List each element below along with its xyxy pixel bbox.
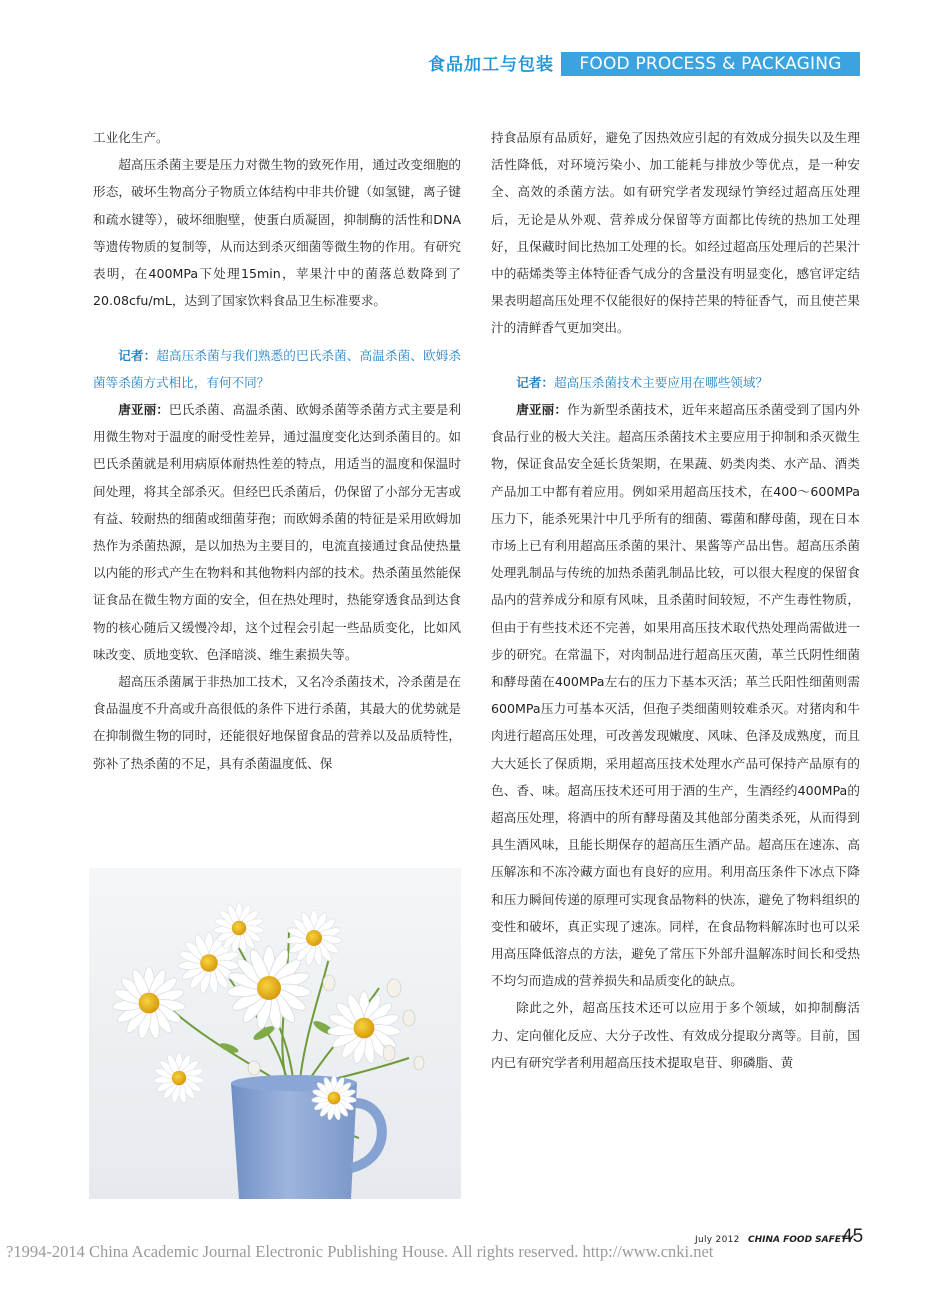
paragraph: 持食品原有品质好，避免了因热效应引起的有效成分损失以及生理活性降低，对环境污染小、加工能耗与排放少等优点，是一种安全、高效的杀菌方法。如有研究学者发现绿竹笋经过超高压处理后，无论是从外观、营养成分保留等方面都比传统的热加工处理好，且保藏时间比热加工处理的长。如经过超高压处理后的芒果汁中的萜烯类等主体特征香气成分的含量没有明显变化，感官评定结果表明超高压处理不仅能很好的保持芒果的特征香气，而且使芒果汁的清鲜香气更加突出。 <box>491 130 860 336</box>
paragraph: 超高压杀菌主要是压力对微生物的致死作用，通过改变细胞的形态，破坏生物高分子物质立体结构中非共价键（如氢键，离子键和疏水键等），破坏细胞壁，使蛋白质凝固，抑制酶的活性和DNA等遗传物质的复制等，从而达到杀灭细菌等微生物的作用。有研究表明，在400MPa下处理15min，苹果汁中的菌落总数降到了20.08cfu/mL，达到了国家饮料食品卫生标准要求。 <box>93 157 461 309</box>
paragraph: 超高压杀菌属于非热加工技术，又名冷杀菌技术，冷杀菌是在食品温度不升高或升高很低的条件下进行杀菌，其最大的优势就是在抑制微生物的同时，还能很好地保留食品的营养以及品质特性，弥补了热杀菌的不足，具有杀菌温度低、保 <box>93 674 461 771</box>
spacer <box>93 314 461 341</box>
interviewee-label: 唐亚丽： <box>516 402 568 418</box>
copyright-watermark: ?1994-2014 China Academic Journal Electronic Publishing House. All rights reserved. http://www.cnki.net <box>6 1242 714 1261</box>
reporter-label: 记者： <box>118 347 157 363</box>
question-text: 超高压杀菌与我们熟悉的巴氏杀菌、高温杀菌、欧姆杀菌等杀菌方式相比，有何不同？ <box>93 347 462 390</box>
interview-question <box>491 369 860 396</box>
answer-text: 巴氏杀菌、高温杀菌、欧姆杀菌等杀菌方式主要是利用微生物对于温度的耐受性差异，通过温度变化达到杀菌目的。如巴氏杀菌就是利用病原体耐热性差的特点，用适当的温度和保温时间处理，将其全部杀灭。但经巴氏杀菌后，仍保留了小部分无害或有益、较耐热的细菌或细菌芽孢；而欧姆杀菌的特征是采用欧姆加热作为杀菌热源，是以加热为主要目的，电流直接通过食品使热量以内能的形式产生在物料和其他物料内部的技术。热杀菌虽然能保证食品在微生物方面的安全，但在热处理时，热能穿透食品到达食物的核心随后又缓慢冷却，这个过程会引起一些品质变化，比如风味改变、质地变软、色泽暗淡、维生素损失等。 <box>93 402 462 662</box>
issue-date: July 2012 <box>695 1235 740 1245</box>
answer-text: 作为新型杀菌技术，近年来超高压杀菌受到了国内外食品行业的极大关注。超高压杀菌技术主要应用于抑制和杀灭微生物，保证食品安全延长货架期，在果蔬、奶类肉类、水产品、酒类产品加工中都有着应用。例如采用超高压技术，在400～600MPa压力下，能杀死果汁中几乎所有的细菌、霉菌和酵母菌，现在日本市场上已有利用超高压杀菌的果汁、果酱等产品出售。超高压杀菌处理乳制品与传统的加热杀菌乳制品比较，可以很大程度的保留食品内的营养成分和原有风味，且杀菌时间较短，不产生毒性物质，但由于有些技术还不完善，如果用高压技术取代热处理尚需做进一步的研究。在常温下，对肉制品进行超高压灭菌，革兰氏阴性细菌和酵母菌在400MPa左右的压力下基本灭活；革兰氏阳性细菌则需600MPa压力可基本灭活，但孢子类细菌则较难杀灭。对猪肉和牛肉进行超高压处理，可改善发现嫩度、风味、色泽及成熟度，而且大大延长了保质期，采用超高压技术处理水产品可保持产品原有的色、香、味。超高压技术还可用于酒的生产，生酒经约400MPa的超高压处理，将酒中的所有酵母菌及其他部分菌类杀死，从而得到具生酒风味，且能长期保存的超高压生酒产品。超高压在速冻、高压解冻和不冻冷藏方面也有良好的应用。利用高压条件下冰点下降和压力瞬间传递的原理可实现食品物料的快冻，避免了物料组织的变性和破坏，真正实现了速冻。同样，在食品物料解冻时也可以采用高压降低溶点的方法，避免了常压下外部升温解冻时间长和受热不均匀而造成的营养损失和品质变化的缺点。 <box>491 402 861 989</box>
page-number: 45 <box>842 1226 864 1247</box>
daisy-bouquet-photo <box>89 868 461 1199</box>
right-column <box>491 124 860 1076</box>
interview-answer <box>491 396 860 994</box>
interview-question <box>93 342 461 396</box>
left-column <box>93 124 461 777</box>
section-header <box>0 52 950 78</box>
interview-answer <box>93 396 461 668</box>
interviewee-label: 唐亚丽： <box>118 402 169 418</box>
reporter-label: 记者： <box>516 374 554 390</box>
section-title-cn: 食品加工与包装 <box>428 55 554 75</box>
magazine-name: CHINA FOOD SAFETY <box>748 1235 854 1245</box>
question-text: 超高压杀菌技术主要应用在哪些领域？ <box>553 374 769 390</box>
paragraph: 工业化生产。 <box>93 130 169 145</box>
daisy-bouquet-icon <box>89 868 461 1199</box>
section-title-en: FOOD PROCESS & PACKAGING <box>561 52 860 76</box>
paragraph: 除此之外，超高压技术还可以应用于多个领域，如抑制酶活力、定向催化反应、大分子改性、有效成分提取分离等。目前，国内已有研究学者利用超高压技术提取皂苷、卵磷脂、黄 <box>491 1000 860 1070</box>
spacer <box>491 342 860 369</box>
